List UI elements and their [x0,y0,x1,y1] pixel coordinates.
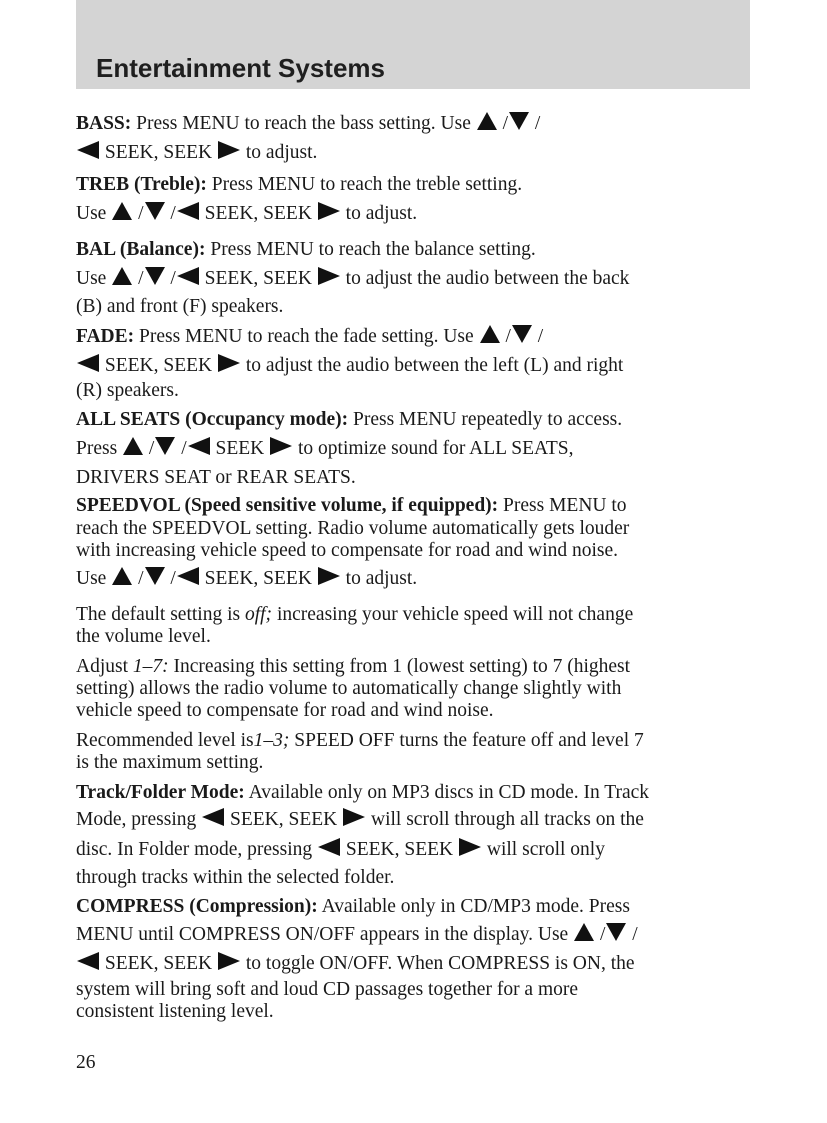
seek-right-icon [217,140,241,169]
text: to toggle ON/OFF. When COMPRESS is ON, the [241,953,635,974]
text: / [530,113,541,134]
text: Available only in CD/MP3 mode. Press [317,896,630,917]
bal-paragraph [76,236,750,321]
down-arrow-icon [154,436,176,466]
text: to adjust the audio between the back [340,268,630,289]
up-arrow-icon [479,324,501,353]
text: Press MENU to reach the treble setting. [206,174,523,195]
seek-left-icon [187,436,211,466]
all-seats-paragraph [76,406,750,492]
text: Adjust [76,656,133,677]
bass-label: BASS: [76,113,132,134]
text: the volume level. [76,626,211,647]
text: Use [76,268,112,289]
text: Use [76,203,112,224]
text: MENU until COMPRESS ON/OFF appears in the display. Use [76,924,574,945]
down-arrow-icon [508,111,530,140]
text: to adjust. [241,142,318,163]
text: / [176,438,187,459]
adjust-paragraph [76,656,750,722]
text: Available only on MP3 discs in CD mode. In Track [244,782,650,803]
recommended-paragraph [76,730,750,774]
text: / [595,924,606,945]
seek-right-icon [458,836,482,867]
text: SEEK, SEEK [100,142,217,163]
text: reach the SPEEDVOL setting. Radio volume automatically gets louder [76,518,630,539]
page-number: 26 [76,1052,96,1073]
treb-paragraph [76,171,750,228]
seek-right-icon [217,951,241,981]
text: Increasing this setting from 1 (lowest setting) to 7 (highest [168,656,631,677]
text: Mode, pressing [76,809,202,830]
text: Press MENU to [498,495,627,516]
text: disc. In Folder mode, pressing [76,839,318,860]
text: / [497,113,509,134]
text: Press MENU to reach the fade setting. Use [134,326,479,347]
text: to adjust. [340,203,418,224]
text: vehicle speed to compensate for road and wind noise. [76,700,494,721]
text: to adjust the audio between the left (L) and right [241,355,624,376]
text: to optimize sound for ALL SEATS, [293,438,574,459]
up-arrow-icon [111,564,133,598]
up-arrow-icon [122,436,144,466]
text: The default setting is [76,604,245,625]
up-arrow-icon [573,922,595,951]
text: SEEK, SEEK [100,953,217,974]
text: SEEK, SEEK [199,568,317,589]
text: will scroll through all tracks on the [366,809,644,830]
seek-right-icon [317,266,341,295]
seek-left-icon [176,201,200,230]
text: setting) allows the radio volume to automatically change slightly with [76,678,622,699]
text: / [165,203,176,224]
text: / [144,438,155,459]
down-arrow-icon [144,564,166,598]
text: 1–3; [253,730,290,751]
seek-right-icon [317,201,341,230]
text: SPEED OFF turns the feature off and level 7 [289,730,644,751]
text: Use [76,568,112,589]
down-arrow-icon [511,324,533,353]
text: increasing your vehicle speed will not change [272,604,634,625]
text: will scroll only [482,839,605,860]
header-band [76,0,750,89]
text: Press MENU repeatedly to access. [348,409,623,430]
text: Press MENU to reach the balance setting. [205,239,536,260]
text: 1–7: [132,656,169,677]
fade-paragraph [76,323,750,402]
text: SEEK, SEEK [199,203,317,224]
up-arrow-icon [476,111,498,140]
seek-left-icon [176,564,200,598]
compress-label: COMPRESS (Compression): [76,896,318,917]
text: / [165,268,176,289]
seek-left-icon [176,266,200,295]
down-arrow-icon [605,922,627,951]
text: DRIVERS SEAT or REAR SEATS. [76,467,356,488]
text: / [165,568,176,589]
text: is the maximum setting. [76,752,264,773]
seek-right-icon [269,436,293,466]
bal-label: BAL (Balance): [76,239,206,260]
text: Press [76,438,123,459]
seek-left-icon [76,353,100,382]
text: SEEK, SEEK [225,809,343,830]
speedvol-label: SPEEDVOL (Speed sensitive volume, if equipped): [76,495,499,516]
treb-label: TREB (Treble): [76,174,207,195]
seek-right-icon [217,353,241,382]
track-folder-paragraph [76,780,750,891]
page-title: Entertainment Systems [96,53,385,83]
seek-right-icon [342,807,366,836]
speedvol-paragraph [76,494,750,596]
text: SEEK, SEEK [100,355,217,376]
text: / [532,326,544,347]
text: / [133,568,144,589]
seek-left-icon [317,836,341,867]
compress-paragraph [76,893,750,1023]
seek-left-icon [76,140,100,169]
text: SEEK, SEEK [341,839,459,860]
text: / [133,203,144,224]
down-arrow-icon [144,201,166,230]
text: consistent listening level. [76,1001,274,1022]
text: Press MENU to reach the bass setting. Use [131,113,476,134]
text: system will bring soft and loud CD passages together for a more [76,979,579,1000]
all-seats-label: ALL SEATS (Occupancy mode): [76,409,349,430]
page-content [76,110,750,1023]
text: off; [244,604,273,625]
seek-right-icon [317,564,341,598]
fade-label: FADE: [76,326,135,347]
text: (B) and front (F) speakers. [76,296,284,317]
text: Recommended level is [76,730,254,751]
seek-left-icon [201,807,225,836]
text: / [500,326,511,347]
text: SEEK [210,438,270,459]
track-folder-label: Track/Folder Mode: [76,782,245,803]
up-arrow-icon [111,266,133,295]
up-arrow-icon [111,201,133,230]
text: SEEK, SEEK [199,268,317,289]
bass-paragraph [76,110,750,167]
text: with increasing vehicle speed to compensate for road and wind noise. [76,540,619,561]
down-arrow-icon [144,266,166,295]
seek-left-icon [76,951,100,981]
text: / [133,268,144,289]
text: to adjust. [340,568,418,589]
text: / [627,924,638,945]
text: through tracks within the selected folder. [76,867,395,888]
default-setting-paragraph [76,604,750,648]
text: (R) speakers. [76,380,179,401]
